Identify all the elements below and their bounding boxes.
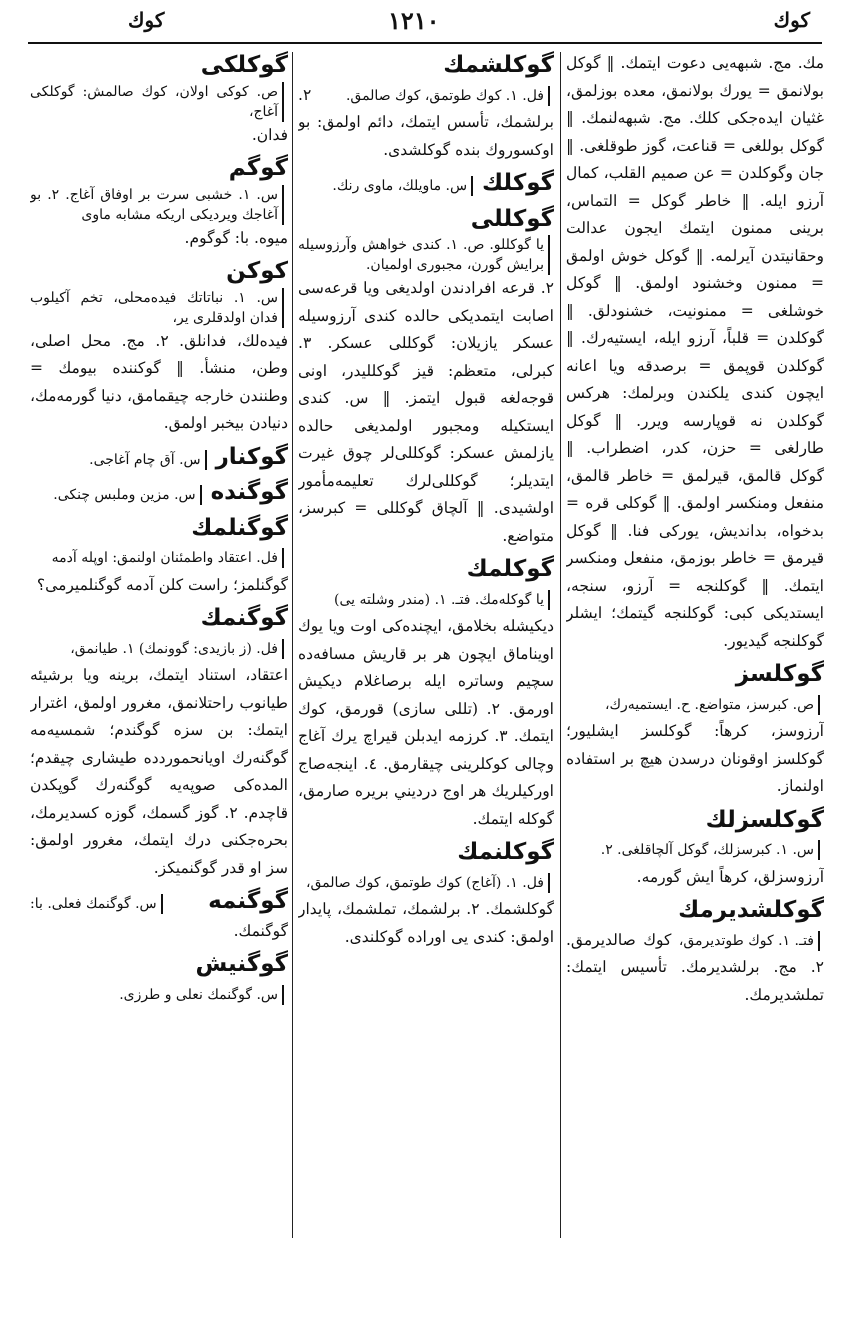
dictionary-entry [566,50,824,655]
entry-text: ميوه. با: گوگوم. [184,228,288,247]
dictionary-entry [30,256,288,438]
dictionary-entry [298,554,554,833]
entry-headword: گوكلكى [200,52,288,78]
entry-grammar: ص. كبرسز، متواضع. ح. ايستميه‌رك، [605,695,820,715]
dictionary-entry [298,837,554,951]
entry-text: گوگنمك. [233,921,288,940]
guide-word-left: كوك [128,8,165,32]
dictionary-entry [30,513,288,600]
header-rule [28,42,822,44]
entry-headword: گوگم [228,155,288,181]
entry-grammar: فل. ١. (آغاج) كوك طوتمق، كوك صالمق، [306,873,550,893]
dictionary-entry [298,50,554,164]
entry-headword: گوگنمك [200,605,288,631]
entry-text: ٢. برلشمك، تأسس ايتمك، دائم اولمق: بو اوكسوروك بنده گوكلشدى. [298,85,554,159]
entry-headword: گوكنار [215,443,288,470]
entry-headword: گوگنمه [208,888,288,914]
dictionary-entry [30,153,288,252]
dictionary-entry [30,886,288,945]
entry-headword: گوكللى [470,205,554,232]
entry-headword: گوگنيش [195,951,288,977]
entry-grammar: فتـ. ١. كوك طوتديرمق، [679,931,820,951]
dictionary-entry [30,949,288,1008]
entry-headword: گوكلسز [735,661,824,687]
entry-grammar: س. گوگنمك نعلى و طرزى. [119,985,284,1005]
entry-grammar: س. ١. كبرسزلك، گوكل آلچاقلغى. ٢. [601,840,820,860]
dictionary-entry [30,603,288,882]
entry-text: ٢. قرعه افرادندن اولديغى ويا قرعه‌سى اصابت ايتمديكى حالده كندى آرزوسيله عسكر يازيلان: گوكللى عسكر. ٣. كبرلى، متعظم: قيز گوكلليدر، اونى قوجه‌لغه قبول ايتمز. ‖ س. كندى ايستكيله ومجبور اولمديغى حالده يازلمش عسكر: گوكللى‌لر چوق غيرت ايتديلر؛ گوكللى‌لرك تعليمه‌مأمور اولشيدى. ‖ آلچاق گوكللى = كبرسز، متواضع. [298,279,554,545]
entry-grammar: س. ١. خشبى سرت بر اوفاق آغاج. ٢. بو آغاجك ويرديكى اريكه مشابه ماوى [30,185,284,225]
dictionary-entry [298,204,554,551]
entry-headword: گوكلشمك [443,52,554,78]
entry-grammar: فل. (ز بازيدى: گوونمك) ١. طيانمق، [70,639,284,659]
page-header [28,6,822,36]
entry-headword: گوگنلمك [191,514,288,541]
dictionary-entry [566,659,824,801]
entry-headword: كوكن [226,258,288,284]
entry-grammar: يا گوكله‌مك. فتـ. ١. (مندر وشلته يى) [334,590,550,610]
column-divider [292,52,293,1238]
entry-headword: گوكلشديرمك [678,897,824,923]
entry-text: كوك صالديرمق. ٢. مج. برلشديرمك. تأسيس ايتمك: تملشديرمك. [566,930,824,1004]
entry-grammar: س. ماويلك، ماوى رنك. [332,176,473,196]
dictionary-entry [30,477,288,509]
entry-text: آرزوسز، كرهاً: گوكلسز ايشليور؛ گوكلسز اوقونان درسدن هيچ بر استفاده اولنماز. [566,722,824,795]
entry-text: مك. مج. شبهه‌يى دعوت ايتمك. ‖ گوكل بولانمق = يورك بولانمق، معده بوزلمق، غثيان ايده‌جكى كلك. مج. شبهه‌لنمك. ‖ گوكل بوللغى = قناعت، گوز طوقلغى. ‖ جان وگوكلدن = عن صميم القلب، كمال آرزو ايله. ‖ خاطر گوكل = التماس، برينى ممنون ايتمك ايجون عدالت وحقانيتدن آيرلمه. ‖ گوكل خوش اولمق = ممنون وخشنود اولمق. ‖ گوكل خوشلغى = ممنونيت، خشنودلق. ‖ گوكلدن = قلباً، آرزو ايله، ايستيه‌رك. ‖ گوكلدن قوپمق = برصدقه ويا اعانه ايچون كندى يلكندن وبرلمك: هركس گوكلدن نه قوپارسه ويرر. ‖ گوكل طارلغى = حزن، كدر، اضطراب. ‖ گوكل قالمق، قيرلمق = خاطر قالمق، منفعل ومنكسر اولمق. ‖ گوكلى قره = بدخواه، بدانديش، يوركى فنا. ‖ گوكل قيرمق = خاطر بوزمق، منفعل ومنكسر ايتمك. ‖ گوكلنجه = آرزو، سنجه، ايستديكى كبى: گوكلنجه گيتمك؛ ايشلر گوكلنجه گيديور. [566,54,824,650]
entry-text: گوكلشمك. ٢. برلشمك، تملشمك، پايدار اولمق: كندى يى اوراده گوكلندى. [298,900,554,946]
entry-grammar: فل. اعتقاد واطمئنان اولنمق: اوپله آدمه [52,548,284,568]
entry-text: آرزوسزلق، كرهاً ايش گورمه. [636,867,824,886]
dictionary-entry [566,805,824,892]
dictionary-entry [30,442,288,474]
entry-headword: گوگنده [210,479,288,505]
entry-text: اعتقاد، استناد ايتمك، برينه ويا برشيئه طيانوب راحتلانمق، مغرور اولمق، اغترار ايتمك: بن سزه گوگندم؛ شمسيه‌مه گوگنه‌رك اويانحموردده طيشارى چيقدم؛ المده‌كى صوپه‌يه گوگنه‌رك گوپكدن قاچدم. ٢. گوز گسمك، گوزه كسديرمك، بحره‌جكنى درك ايتمك، مغرور اولمق: سز او قدر گوگنميكز. [30,666,288,877]
page-number: ١٢١٠ [388,6,440,35]
entry-headword: گوكلسزلك [705,806,824,833]
column-divider [560,52,561,1238]
dictionary-entry [298,168,554,200]
entry-headword: گوكلمك [466,556,554,582]
column-right [566,50,824,1238]
entry-text: فدان. [251,125,288,144]
entry-text: گوگنلمز؛ راست كلن آدمه گوگنلميرمى؟ [36,575,288,594]
dictionary-entry [566,895,824,1009]
entry-text: فيده‌لك، فدانلق. ٢. مج. محل اصلى، وطن، منشأ. ‖ گوكننده بيومك = وطنندن خارجه چيقمامق، دنيا گورمه‌مك، دنيادن بيخبر اولمق. [30,331,288,432]
entry-grammar: ص. كوكى اولان، كوك صالمش: گوكلكى آغاج، [30,82,284,122]
guide-word-right: كوك [773,8,810,32]
entry-grammar: س. ١. نباتاتك فيده‌محلى، تخم آكيلوب فدان اولدقلرى ير، [30,288,284,328]
entry-grammar: س. گوگنمك فعلى. با: [30,894,163,914]
entry-grammar: يا گوكللو. ص. ١. كندى خواهش وآرزوسيله برايش گورن، مجبورى اولميان. [298,235,550,275]
entry-text: ديكيشله بخلامق، ايچنده‌كى اوت ويا يوك اويناماق ايچون هر بر قاريش مسافه‌ده سچيم وساتره ايله برصاغلام ديكيش اورمق. ٢. (تللى سازى) قورمق، كوك ايتمك. ٣. كرزمه ايدبلن قيراچ يرك آغاج وچالى كوكلرينى چيقارمق. ٤. اينجه‌صاج اوركيلريك هر اوج درديني بريره صارمق، گوكله ايتمك. [298,617,554,828]
column-middle [298,50,554,1238]
entry-grammar: س. آق چام آغاجى. [89,450,206,470]
entry-grammar: فل. ١. كوك طوتمق، كوك صالمق. [346,86,550,106]
dictionary-entry [30,50,288,149]
entry-grammar: س. مزين وملبس چنكى. [53,485,201,505]
entry-headword: گوكلك [482,170,554,196]
column-left [30,50,288,1238]
entry-headword: گوكلنمك [457,839,554,865]
